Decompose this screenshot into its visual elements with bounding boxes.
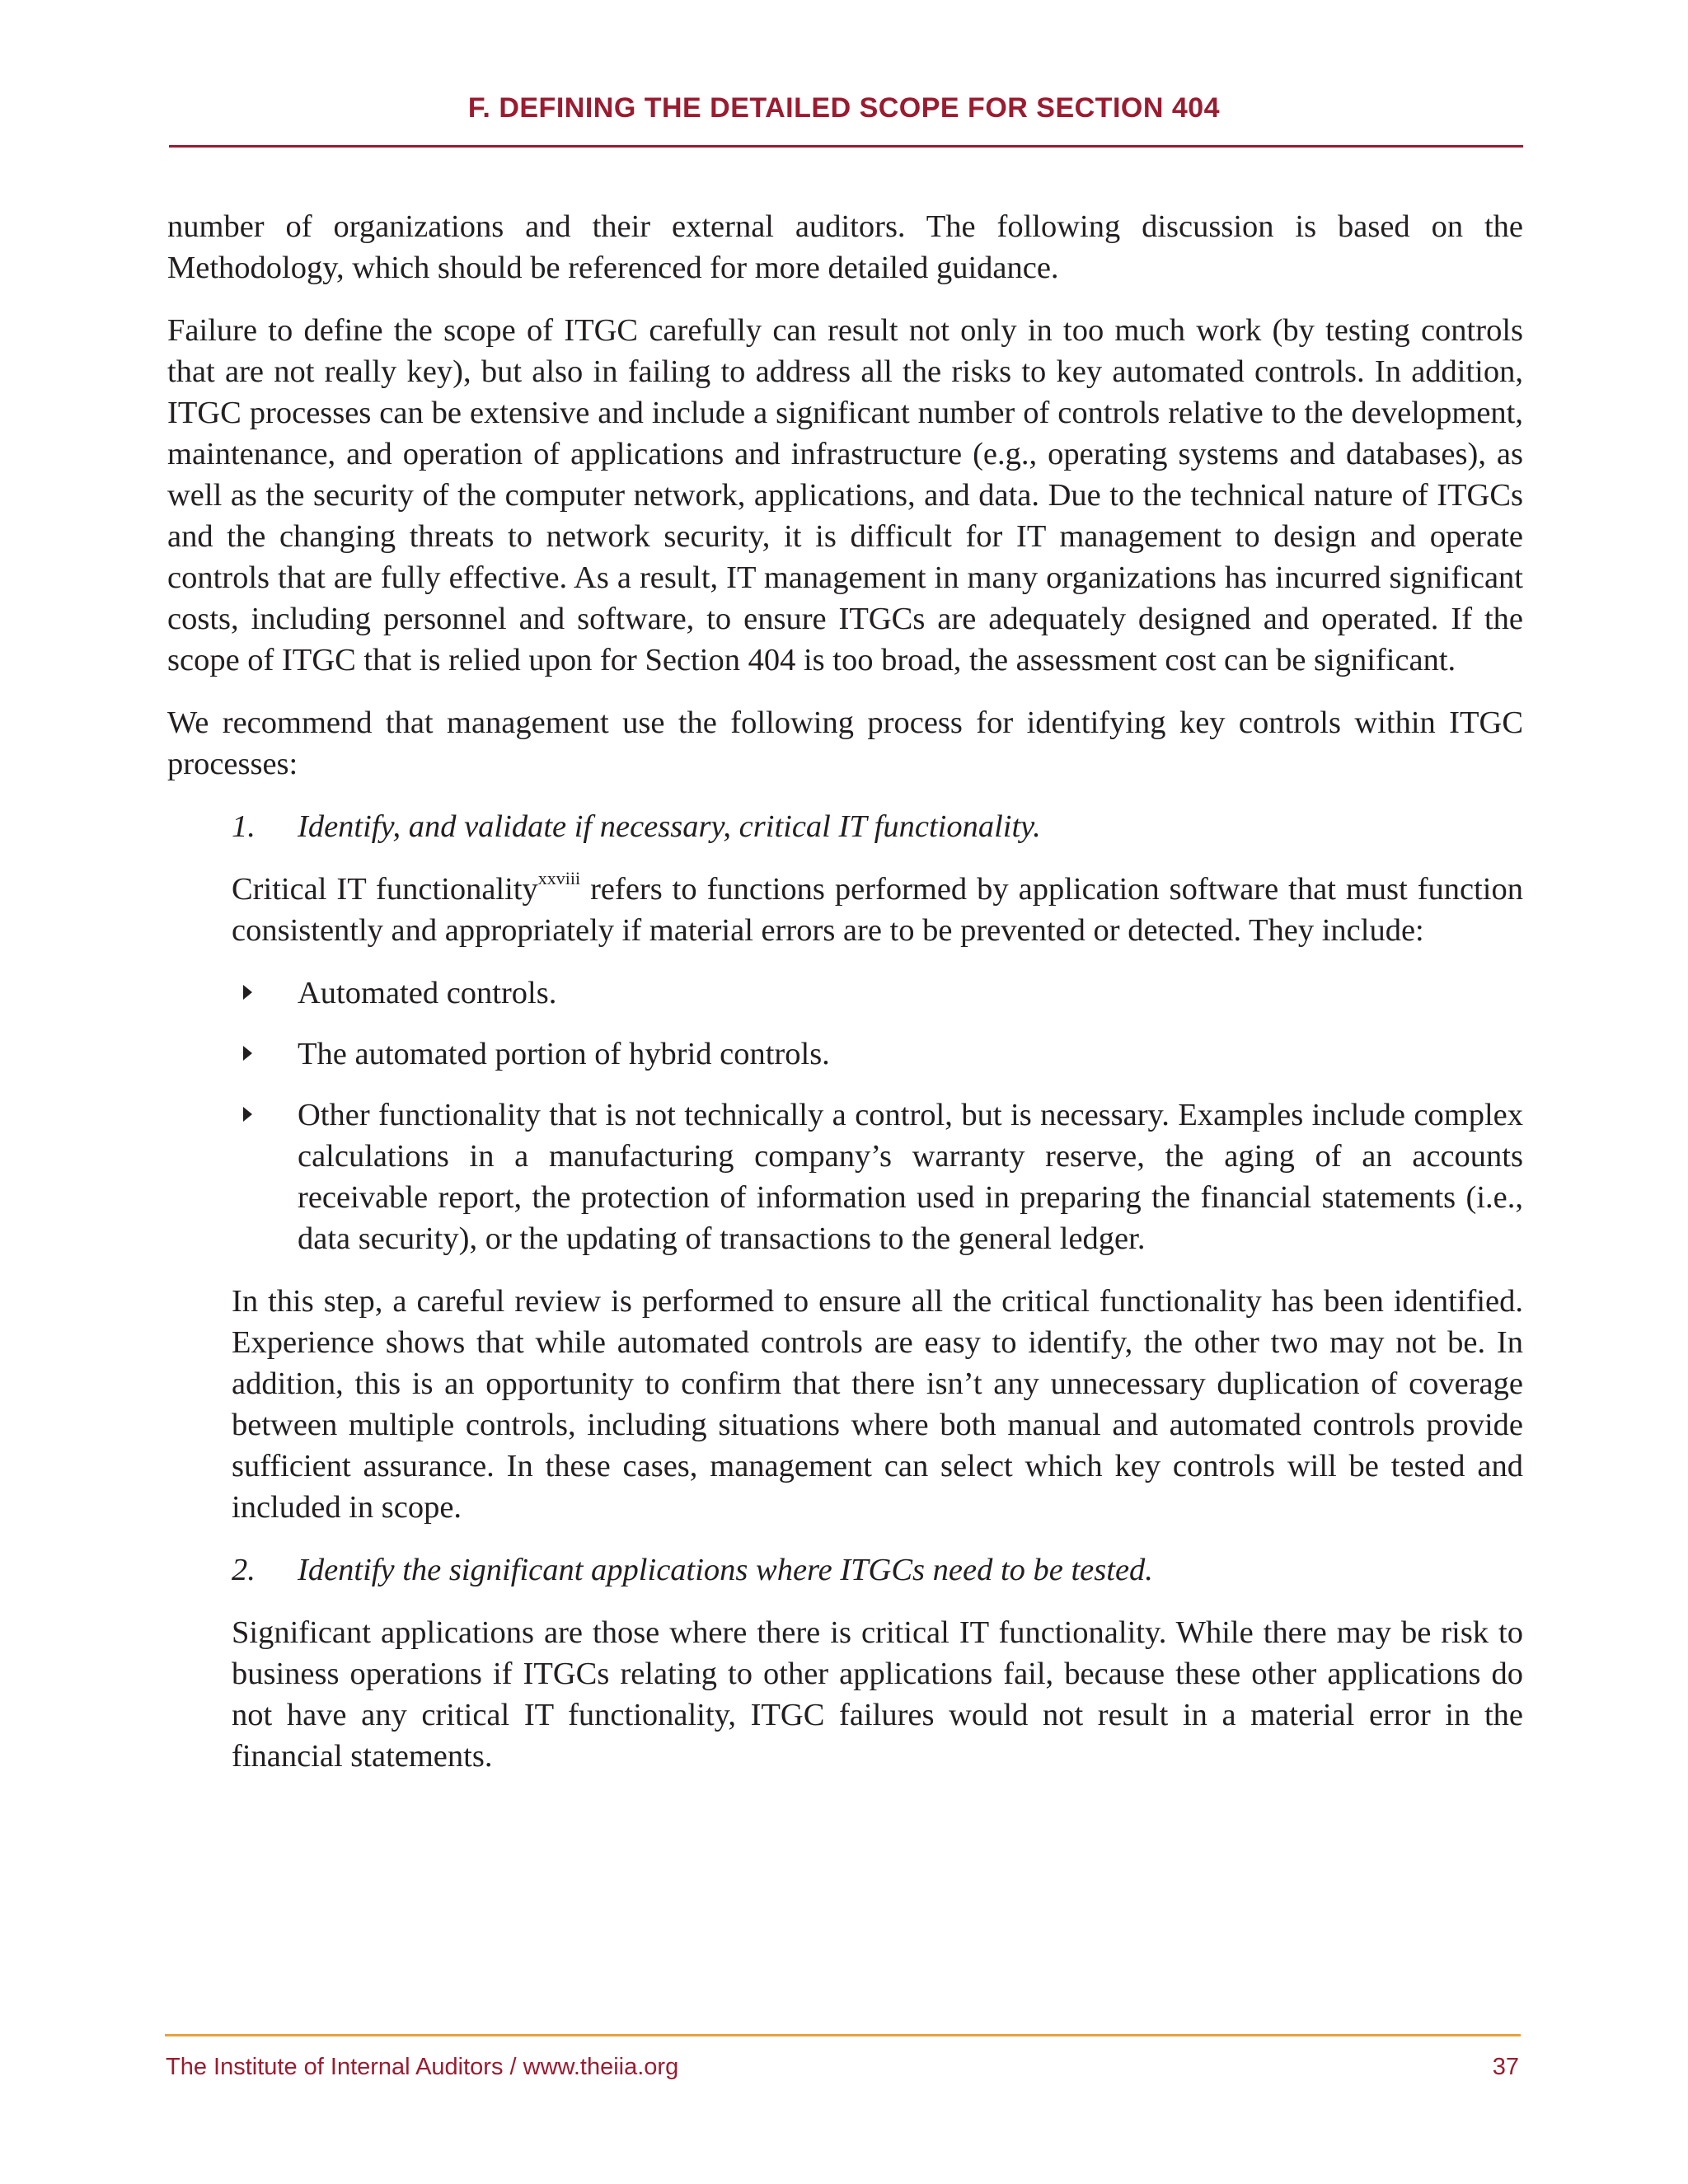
paragraph-intro: number of organizations and their external auditors. The following discussion is based on the Methodology, which should be referenced for more detailed guidance. bbox=[167, 209, 1523, 285]
bullet-item bbox=[167, 1094, 1523, 1259]
step-2-heading: Identify the significant applications where ITGCs need to be tested. bbox=[298, 1553, 1153, 1587]
endnote-reference[interactable]: xxviii bbox=[537, 868, 581, 889]
page-number: 37 bbox=[1492, 2054, 1519, 2080]
paragraph-recommendation: We recommend that management use the following process for identifying key controls within ITGC processes: bbox=[167, 705, 1523, 781]
paragraph-failure-scope: Failure to define the scope of ITGC carefully can result not only in too much work (by testing controls that are not really key), but also in failing to address all the risks to key automated controls. In addition, ITGC processes can be extensive and include a significant number of controls relative to the development, maintenance, and operation of applications and infrastructure (e.g., operating systems and databases), as well as the security of the computer network, applications, and data. Due to the technical nature of ITGCs and the changing threats to network security, it is difficult for IT management to design and operate controls that are fully effective. As a result, IT management in many organizations has incurred significant costs, including personnel and software, to ensure ITGCs are adequately designed and operated. If the scope of ITGC that is relied upon for Section 404 is too broad, the assessment cost can be significant. bbox=[167, 313, 1523, 677]
bullet-text: Automated controls. bbox=[298, 976, 557, 1010]
step-1 bbox=[167, 806, 1523, 847]
paragraph-review-step: In this step, a careful review is performed to ensure all the critical functionality has been identified. Experience shows that while automated controls are easy to identify, the other two may not be. In addition, this is an opportunity to confirm that there isn’t any unnecessary duplication of coverage between multiple controls, including situations where both manual and automated controls provide sufficient assurance. In these cases, management can select which key controls will be tested and included in scope. bbox=[232, 1284, 1523, 1525]
step-1-number: 1. bbox=[232, 809, 256, 844]
footer-divider bbox=[165, 2034, 1521, 2036]
critical-functionality-term: Critical IT functionality bbox=[232, 872, 538, 907]
bullet-text: Other functionality that is not technically a control, but is necessary. Examples include complex calculations in a manufacturing company’s warranty reserve, the aging of an accounts receivable report, the protection of information used in preparing the financial statements (i.e., data security), or the updating of transactions to the general ledger. bbox=[298, 1098, 1523, 1256]
document-body bbox=[167, 206, 1523, 1798]
header-divider bbox=[169, 145, 1523, 148]
step-2-number: 2. bbox=[232, 1553, 256, 1587]
triangle-bullet-icon bbox=[232, 972, 298, 1014]
footer-source[interactable]: The Institute of Internal Auditors / www.theiia.org bbox=[166, 2054, 679, 2080]
paragraph-significant-applications: Significant applications are those where there is critical IT functionality. While there may be risk to business operations if ITGCs relating to other applications fail, because these other applications do not have any critical IT functionality, ITGC failures would not result in a material error in the financial statements. bbox=[232, 1615, 1523, 1774]
critical-functionality-definition: refers to functions performed by application software that must function consistently and appropriately if material errors are to be prevented or detected. They include: bbox=[232, 872, 1523, 948]
triangle-bullet-icon bbox=[232, 1094, 298, 1259]
step-1-heading: Identify, and validate if necessary, critical IT functionality. bbox=[298, 809, 1041, 844]
step-2 bbox=[167, 1549, 1523, 1591]
triangle-bullet-icon bbox=[232, 1033, 298, 1075]
page-header-title: F. DEFINING THE DETAILED SCOPE FOR SECTION 404 bbox=[467, 92, 1221, 124]
bullet-item bbox=[167, 1033, 1523, 1075]
bullet-item bbox=[167, 972, 1523, 1014]
bullet-text: The automated portion of hybrid controls. bbox=[298, 1037, 830, 1071]
paragraph-critical-functionality bbox=[167, 869, 1523, 951]
